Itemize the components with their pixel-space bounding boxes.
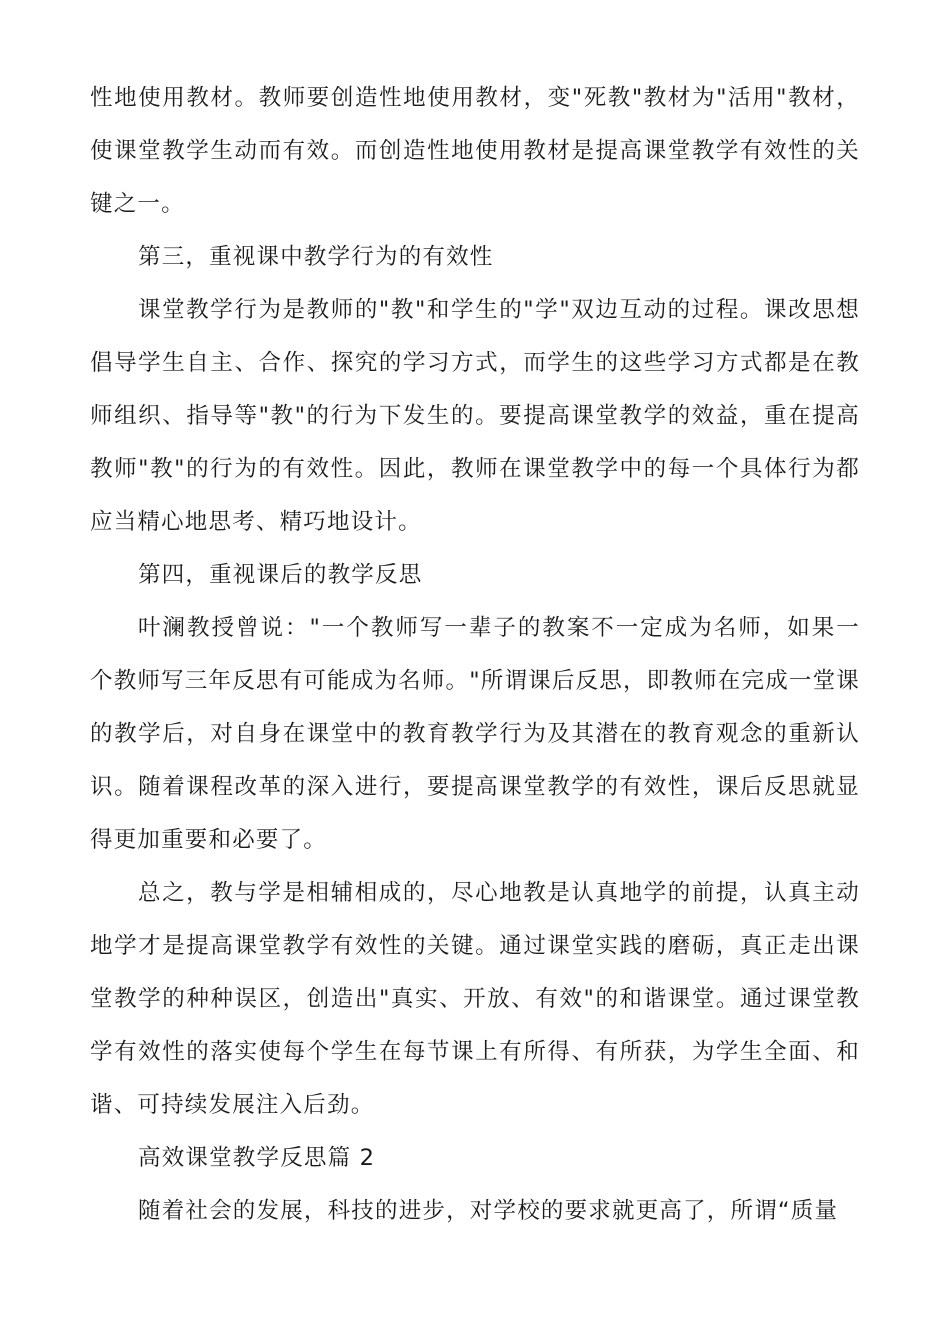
paragraph-reflection: 叶澜教授曾说："一个教师写一辈子的教案不一定成为名师，如果一个教师写三年反思有可能成为名师。"所谓课后反思，即教师在完成一堂课的教学后，对自身在课堂中的教育教学行为及其潜在的教育观念的重新认识。随着课程改革的深入进行，要提高课堂教学的有效性，课后反思就显得更加重要和必要了。 — [90, 615, 860, 853]
section-heading-third: 第三，重视课中教学行为的有效性 — [138, 244, 494, 270]
paragraph-society-development: 随着社会的发展，科技的进步，对学校的要求就更高了，所谓“质量 — [138, 1198, 839, 1224]
article-title-part-2: 高效课堂教学反思篇 2 — [138, 1145, 376, 1171]
section-heading-fourth: 第四，重视课后的教学反思 — [138, 562, 423, 588]
document-body — [90, 72, 860, 1238]
paragraph-continuation: 性地使用教材。教师要创造性地使用教材，变"死教"教材为"活用"教材，使课堂教学生动而有效。而创造性地使用教材是提高课堂教学有效性的关键之一。 — [90, 85, 860, 217]
paragraph-classroom-behavior: 课堂教学行为是教师的"教"和学生的"学"双边互动的过程。课改思想倡导学生自主、合作、探究的学习方式，而学生的这些学习方式都是在教师组织、指导等"教"的行为下发生的。要提高课堂教学的效益，重在提高教师"教"的行为的有效性。因此，教师在课堂教学中的每一个具体行为都应当精心地思考、精巧地设计。 — [90, 297, 860, 535]
paragraph-summary: 总之，教与学是相辅相成的，尽心地教是认真地学的前提，认真主动地学才是提高课堂教学有效性的关键。通过课堂实践的磨砺，真正走出课堂教学的种种误区，创造出"真实、开放、有效"的和谐课堂。通过课堂教学有效性的落实使每个学生在每节课上有所得、有所获，为学生全面、和谐、可持续发展注入后劲。 — [90, 880, 860, 1118]
